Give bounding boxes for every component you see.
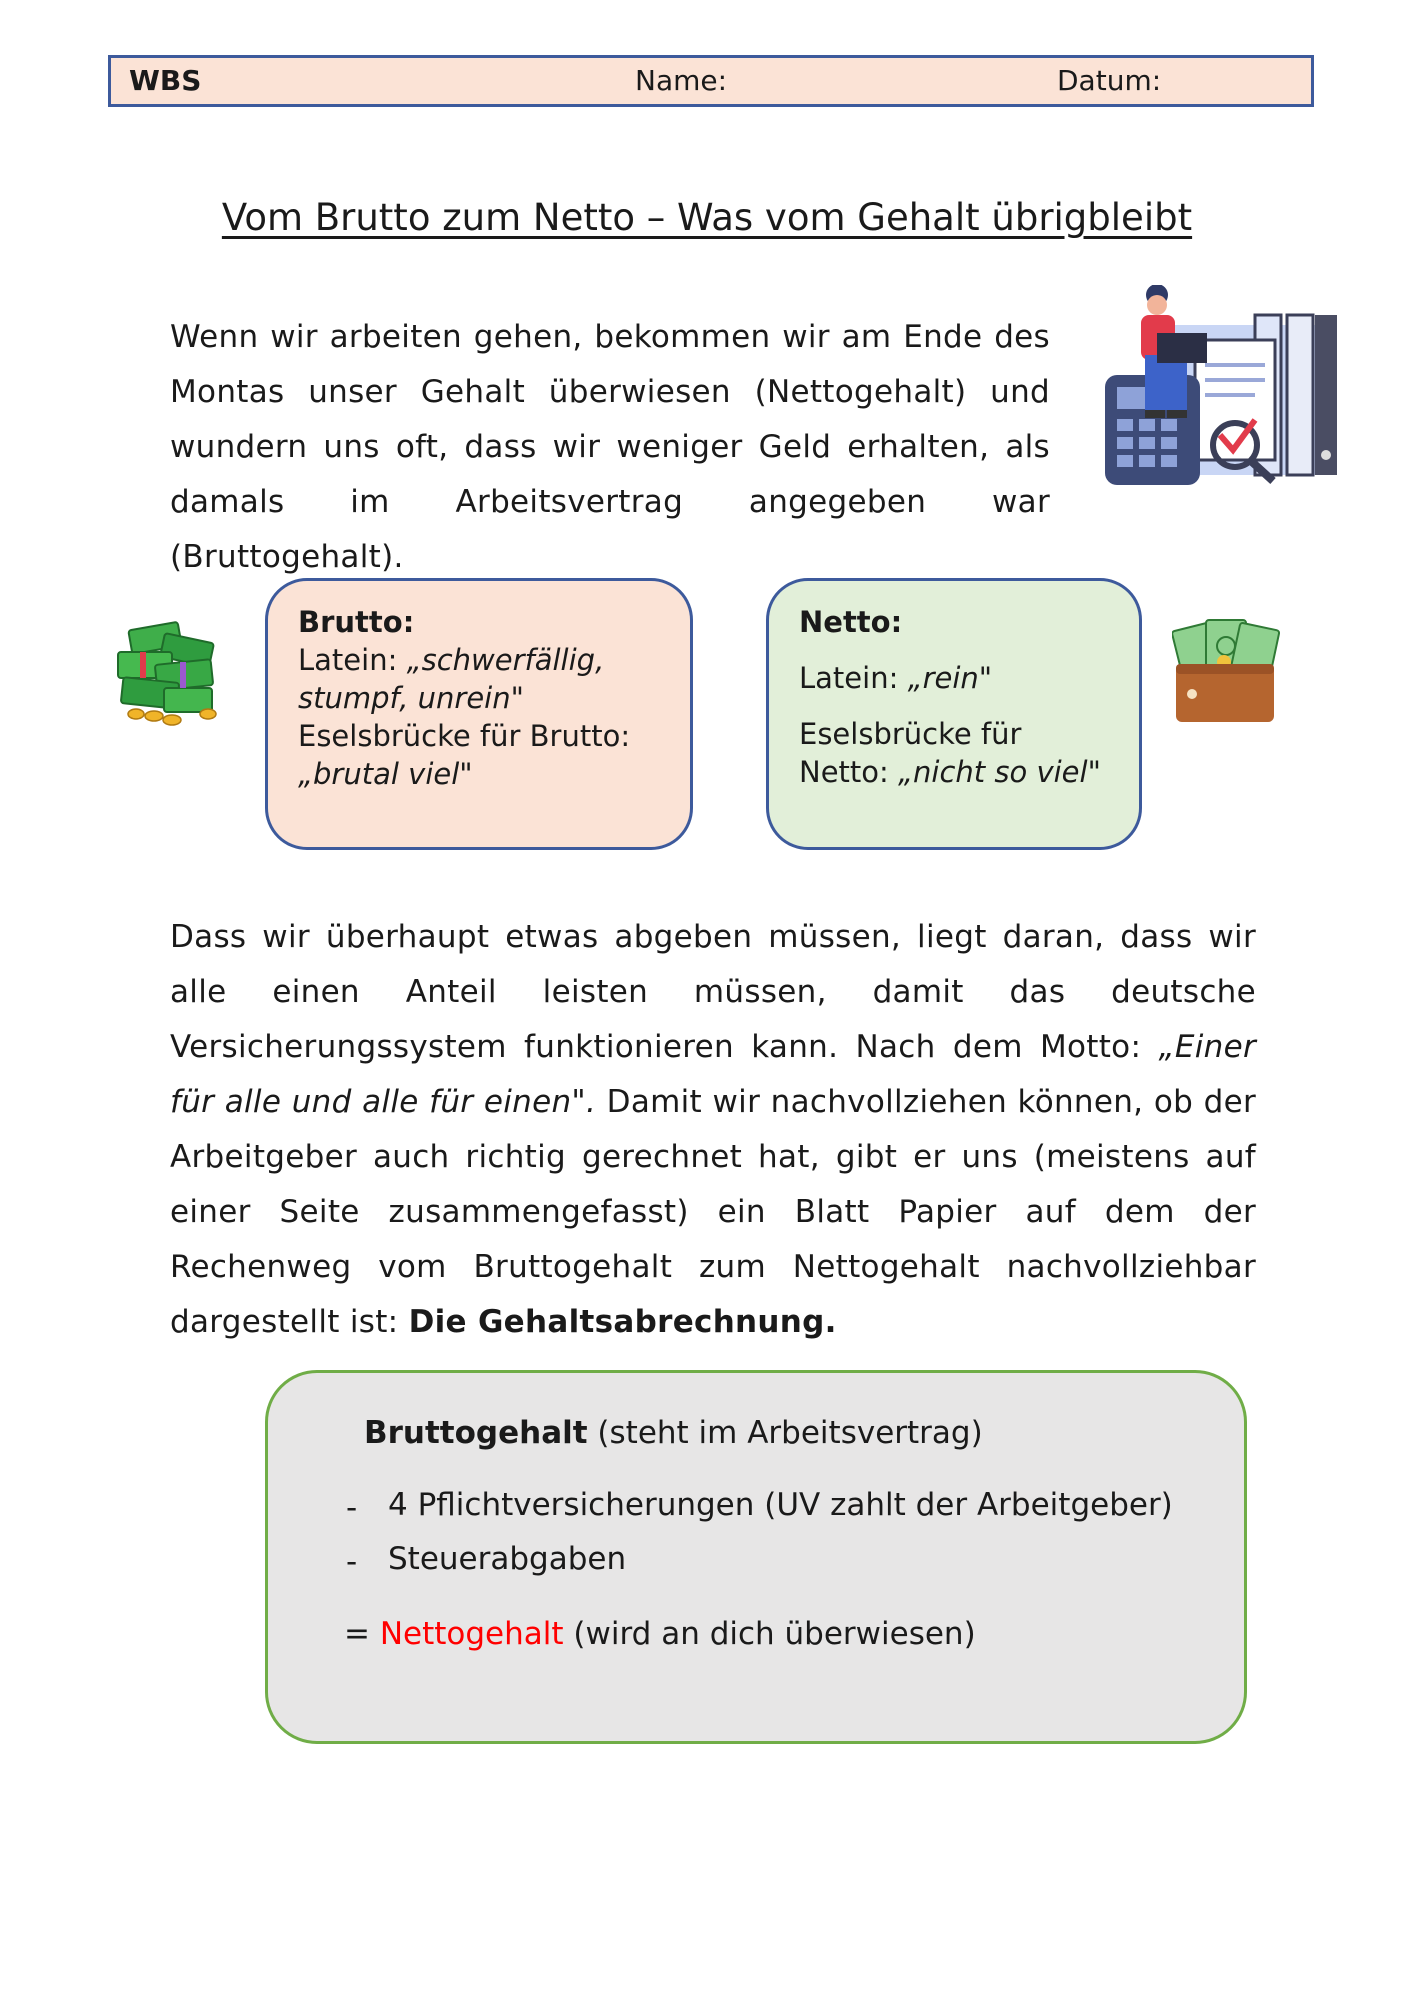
brutto-heading: Brutto:	[298, 605, 415, 639]
intro-paragraph: Wenn wir arbeiten gehen, bekommen wir am Ende des Montas unser Gehalt überwiesen (Nettogehalt) und wundern uns oft, dass wir weniger Geld erhalten, als damals im Arbeitsvertrag angegeben war (Bruttogehalt).	[170, 319, 1050, 575]
brutto-term: Bruttogehalt	[364, 1415, 588, 1451]
netto-mnemonic-prefix: Netto:	[799, 755, 899, 789]
dash-1: -	[346, 1490, 358, 1526]
header-bar	[108, 55, 1314, 107]
netto-mnemonic: „nicht so viel"	[898, 755, 1101, 789]
brutto-latin-meaning: „schwerfällig, stumpf, unrein"	[298, 643, 605, 715]
netto-heading: Netto:	[799, 605, 903, 639]
netto-mnemonic-label: Eselsbrücke für	[799, 717, 1022, 751]
money-pile-icon	[112, 618, 224, 728]
page-title: Vom Brutto zum Netto – Was vom Gehalt übrigbleibt	[221, 196, 1193, 239]
explanation-text-2: Damit wir nachvollziehen können, ob der Arbeitgeber auch richtig gerechnet hat, gibt er uns (meistens auf einer Seite zusammengefasst) ein Blatt Papier auf dem der Rechenweg vom Bruttogehalt zum Nettogehalt nachvollziehbar dargestellt ist:	[170, 1084, 1257, 1340]
office-worker-illustration	[1105, 285, 1345, 497]
netto-mnemonic-line	[799, 753, 1109, 791]
explanation-text-1: Dass wir überhaupt etwas abgeben müssen, liegt daran, dass wir alle einen Anteil leisten müssen, damit das deutsche Versicherungssystem funktionieren kann. Nach dem Motto:	[170, 919, 1256, 1065]
explanation-paragraph	[170, 910, 1256, 1350]
payslip-term: Die Gehaltsabrechnung.	[408, 1304, 837, 1340]
brutto-mnemonic-label: Eselsbrücke für Brutto:	[298, 719, 631, 753]
netto-line	[344, 1616, 976, 1652]
brutto-definition-box	[265, 578, 693, 850]
brutto-mnemonic: „brutal viel"	[298, 757, 473, 791]
brutto-latin	[298, 641, 660, 717]
brutto-latin-label: Latein:	[298, 643, 407, 677]
date-label: Datum:	[1057, 64, 1162, 97]
netto-note: (wird an dich überwiesen)	[563, 1616, 976, 1652]
netto-definition-box	[766, 578, 1142, 850]
name-label: Name:	[635, 64, 728, 97]
school-label: WBS	[129, 64, 202, 97]
wallet-icon	[1172, 618, 1280, 728]
netto-latin-meaning: „rein"	[907, 661, 993, 695]
dash-2: -	[346, 1544, 358, 1580]
tax-item: Steuerabgaben	[388, 1541, 627, 1577]
insurance-item: 4 Pflichtversicherungen (UV zahlt der Arbeitgeber)	[388, 1487, 1173, 1523]
motto-text: „Einer für alle und alle für einen".	[170, 1029, 1256, 1120]
brutto-line	[364, 1415, 983, 1451]
netto-term: Nettogehalt	[379, 1616, 564, 1652]
netto-latin-label: Latein:	[799, 661, 908, 695]
brutto-note: (steht im Arbeitsvertrag)	[587, 1415, 983, 1451]
salary-calculation-box	[265, 1370, 1247, 1744]
netto-latin	[799, 659, 1109, 697]
equals-sign: =	[344, 1616, 380, 1652]
